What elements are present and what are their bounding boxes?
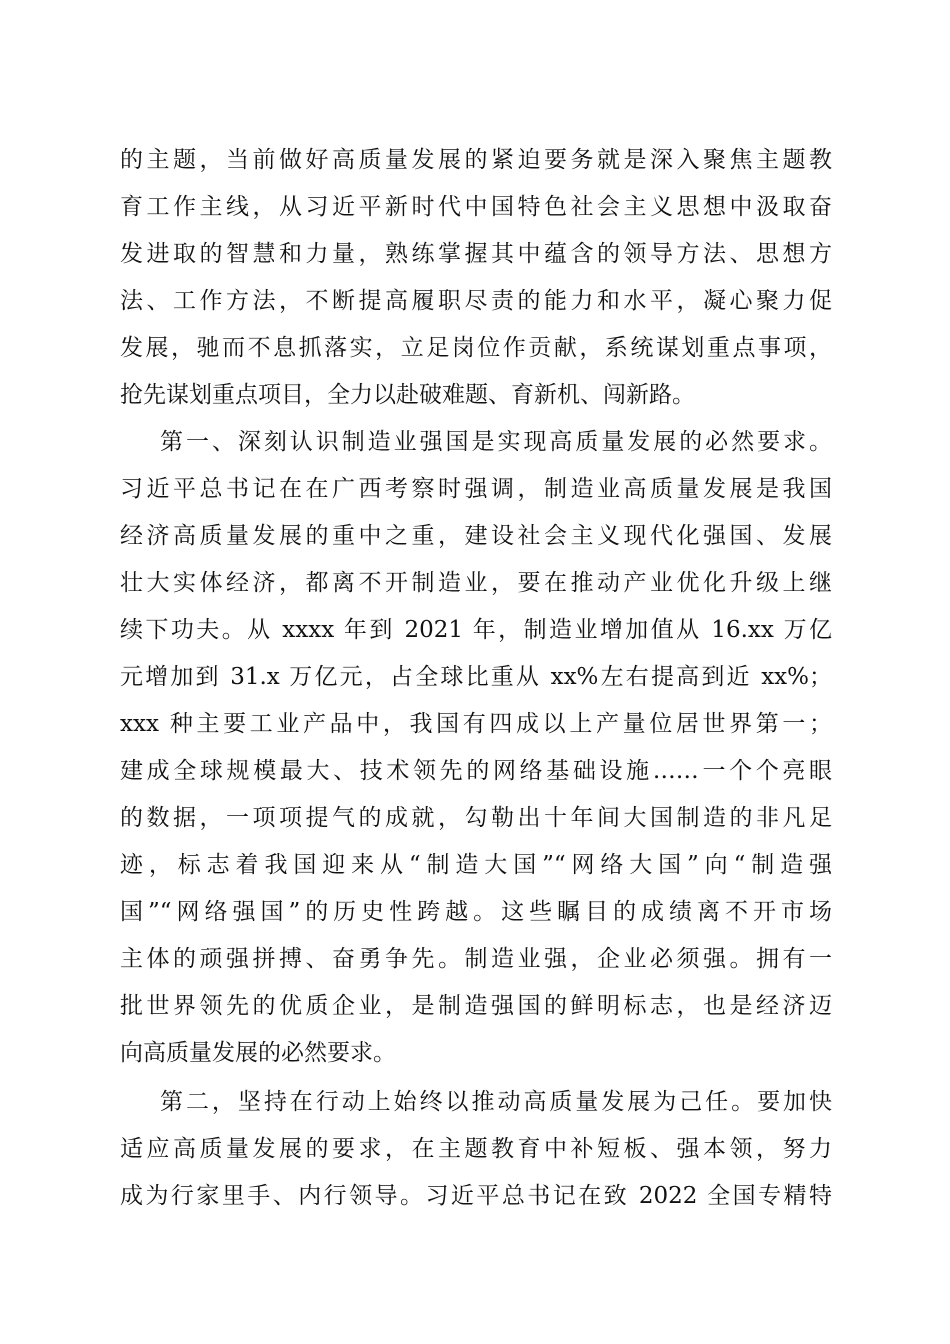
- text-line: 适应高质量发展的要求，在主题教育中补短板、强本领，努力: [120, 1136, 832, 1162]
- text-line: 建成全球规模最大、技术领先的网络基础设施……一个个亮眼: [120, 758, 832, 784]
- text-line: 国”“网络强国”的历史性跨越。这些瞩目的成绩离不开市场: [120, 899, 832, 925]
- text-line: 法、工作方法，不断提高履职尽责的能力和水平，凝心聚力促: [120, 288, 832, 314]
- text-line: 的数据，一项项提气的成就，勾勒出十年间大国制造的非凡足: [120, 805, 832, 831]
- section-heading-one: 第一、深刻认识制造业强国是实现高质量发展的必然要求。: [160, 429, 832, 455]
- text-line: 育工作主线，从习近平新时代中国特色社会主义思想中汲取奋: [120, 194, 832, 220]
- text-line: xxx 种主要工业产品中，我国有四成以上产量位居世界第一；: [120, 711, 832, 737]
- text-line: 发展，驰而不息抓落实，立足岗位作贡献，系统谋划重点事项，: [120, 335, 832, 361]
- text-line: 迹，标志着我国迎来从“制造大国”“网络大国”向“制造强: [120, 852, 832, 878]
- text-line: 主体的顽强拼搏、奋勇争先。制造业强，企业必须强。拥有一: [120, 946, 832, 972]
- paragraph-end-line: 向高质量发展的必然要求。: [120, 1040, 396, 1066]
- text-line: 经济高质量发展的重中之重，建设社会主义现代化强国、发展: [120, 523, 832, 549]
- text-line: 发进取的智慧和力量，熟练掌握其中蕴含的领导方法、思想方: [120, 241, 832, 267]
- text-line: 成为行家里手、内行领导。习近平总书记在致 2022 全国专精特: [120, 1183, 832, 1209]
- text-line: 元增加到 31.x 万亿元，占全球比重从 xx%左右提高到近 xx%；: [120, 664, 832, 690]
- paragraph-end-line: 抢先谋划重点项目，全力以赴破难题、育新机、闯新路。: [120, 382, 695, 408]
- text-line: 壮大实体经济，都离不开制造业，要在推动产业优化升级上继: [120, 570, 832, 596]
- section-heading-two: 第二，坚持在行动上始终以推动高质量发展为己任。要加快: [160, 1089, 832, 1115]
- text-line: 续下功夫。从 xxxx 年到 2021 年，制造业增加值从 16.xx 万亿: [120, 617, 832, 643]
- text-line: 的主题，当前做好高质量发展的紧迫要务就是深入聚焦主题教: [120, 147, 832, 173]
- text-line: 批世界领先的优质企业，是制造强国的鲜明标志，也是经济迈: [120, 993, 832, 1019]
- text-line: 习近平总书记在在广西考察时强调，制造业高质量发展是我国: [120, 476, 832, 502]
